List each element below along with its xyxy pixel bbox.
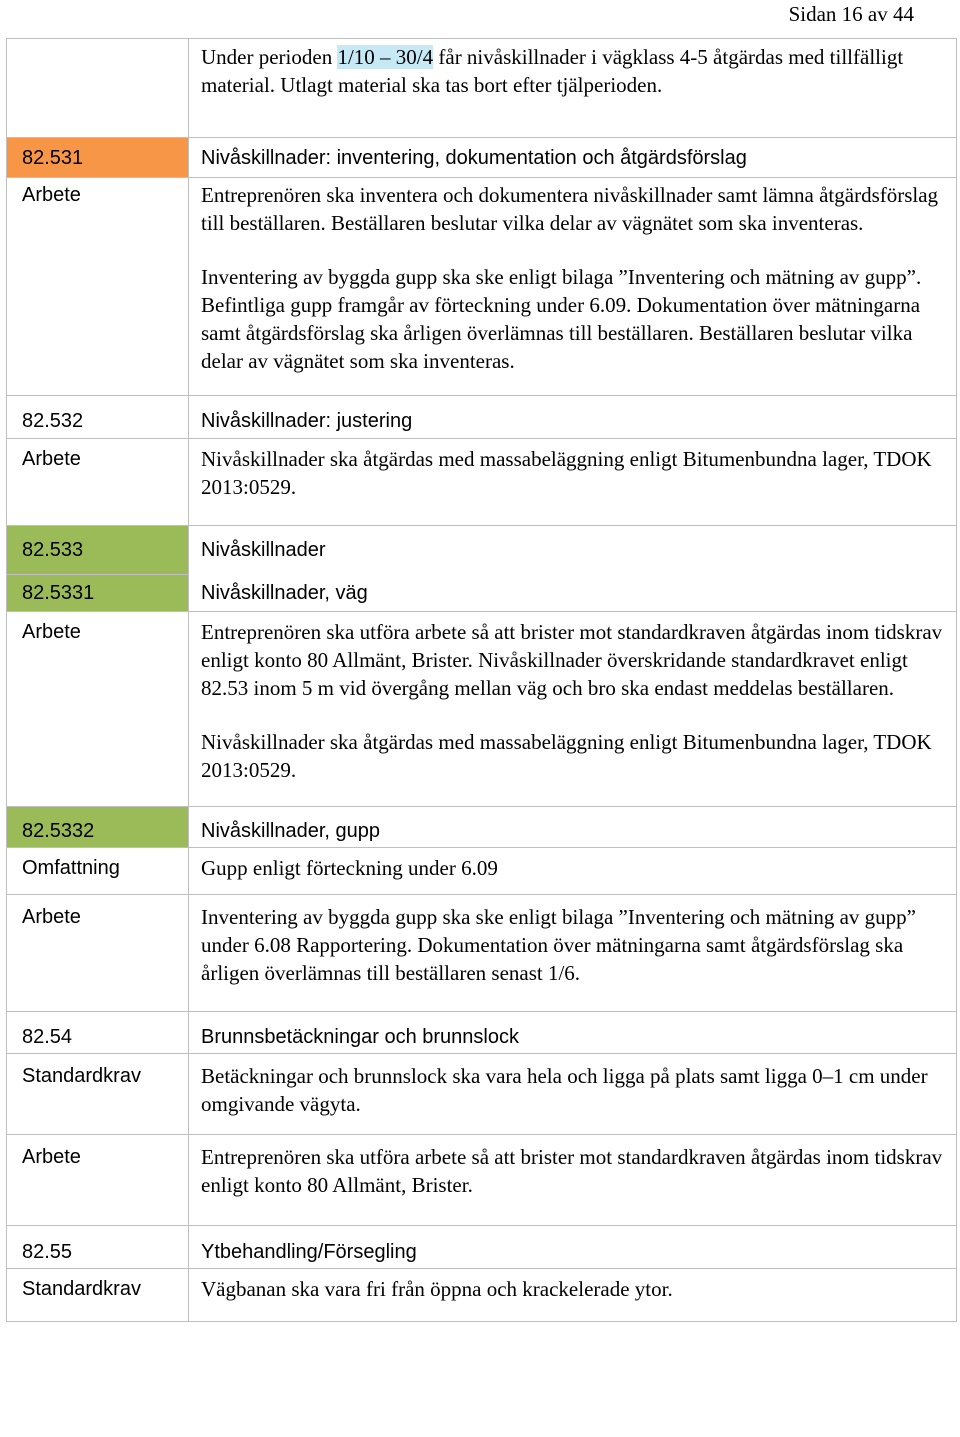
section-82-532-heading: [7, 396, 957, 439]
section-82-54-heading: [7, 1012, 957, 1054]
intro-row: [7, 39, 957, 138]
section-title: Brunnsbetäckningar och brunnslock: [189, 1012, 957, 1054]
spec-table: [6, 38, 957, 1322]
section-82-5331-arbete: [7, 612, 957, 807]
section-title: Ytbehandling/Försegling: [189, 1226, 957, 1269]
section-82-531-arbete: [7, 178, 957, 396]
section-82-532-arbete: [7, 439, 957, 526]
section-82-5332-heading: [7, 807, 957, 848]
paragraph: Vägbanan ska vara fri från öppna och krackelerade ytor.: [189, 1269, 957, 1322]
section-82-5332-omfattning: [7, 848, 957, 895]
section-82-54-arbete: [7, 1135, 957, 1226]
section-title: Nivåskillnader, gupp: [189, 807, 957, 848]
section-code: 82.55: [7, 1226, 189, 1269]
section-82-533-heading: [7, 526, 957, 575]
paragraph: Inventering av byggda gupp ska ske enligt bilaga ”Inventering och mätning av gupp” under 6.08 Rapportering. Dokumentation över mätningarna samt åtgärdsförslag ska årligen överlämnas till beställaren senast 1/6.: [201, 905, 916, 985]
paragraph: Inventering av byggda gupp ska ske enligt bilaga ”Inventering och mätning av gupp”. Befintliga gupp framgår av förteckning under 6.09. Dokumentation över mätningarna samt åtgärdsförslag ska årligen överlämnas till beställaren. Beställaren beslutar vilka delar av vägnätet som ska inventeras.: [201, 265, 922, 373]
section-82-5332-arbete: [7, 895, 957, 1012]
section-code: 82.5332: [7, 807, 189, 848]
section-title: Nivåskillnader: justering: [189, 396, 957, 439]
paragraph: Gupp enligt förteckning under 6.09: [189, 848, 957, 895]
section-82-55-heading: [7, 1226, 957, 1269]
paragraph: Entreprenören ska utföra arbete så att brister mot standardkraven åtgärdas inom tidskrav enligt konto 80 Allmänt, Brister. Nivåskillnader överskridande standardkravet enligt 82.53 inom 5 m vid övergång mellan väg och bro ska endast meddelas beställaren.: [201, 620, 943, 700]
paragraph: Entreprenören ska utföra arbete så att brister mot standardkraven åtgärdas inom tidskrav enligt konto 80 Allmänt, Brister.: [201, 1145, 943, 1197]
highlighted-period: 1/10 – 30/4: [337, 45, 434, 69]
row-label: Arbete: [7, 1135, 189, 1226]
paragraph: Entreprenören ska inventera och dokumentera nivåskillnader samt lämna åtgärdsförslag till beställaren. Beställaren beslutar vilka delar av vägnätet som ska inventeras.: [201, 183, 939, 235]
section-82-55-standardkrav: [7, 1269, 957, 1322]
paragraph: Betäckningar och brunnslock ska vara hela och ligga på plats samt ligga 0–1 cm under omgivande vägyta.: [201, 1064, 928, 1116]
section-code: 82.533: [7, 526, 189, 575]
section-code: 82.54: [7, 1012, 189, 1054]
section-title: Nivåskillnader, väg: [189, 575, 957, 612]
section-code: 82.532: [7, 396, 189, 439]
intro-text: Under perioden 1/10 – 30/4 får nivåskillnader i vägklass 4-5 åtgärdas med tillfälligt material. Utlagt material ska tas bort efter tjälperioden.: [189, 39, 957, 138]
section-code: 82.5331: [7, 575, 189, 612]
row-label: Arbete: [7, 612, 189, 807]
page-number: Sidan 16 av 44: [788, 2, 914, 26]
row-label: Standardkrav: [7, 1054, 189, 1135]
section-82-54-standardkrav: [7, 1054, 957, 1135]
section-title: Nivåskillnader: inventering, dokumentation och åtgärdsförslag: [189, 138, 957, 178]
paragraph: Nivåskillnader ska åtgärdas med massabeläggning enligt Bitumenbundna lager, TDOK 2013:0529.: [201, 730, 932, 782]
row-label: Arbete: [7, 439, 189, 526]
section-code: 82.531: [7, 138, 189, 178]
section-title: Nivåskillnader: [189, 526, 957, 575]
section-82-531-heading: [7, 138, 957, 178]
section-82-5331-heading: [7, 575, 957, 612]
row-label: Arbete: [7, 178, 189, 396]
row-label: Arbete: [7, 895, 189, 1012]
row-label: Standardkrav: [7, 1269, 189, 1322]
paragraph: Nivåskillnader ska åtgärdas med massabeläggning enligt Bitumenbundna lager, TDOK 2013:0529.: [201, 447, 932, 499]
row-label: Omfattning: [7, 848, 189, 895]
